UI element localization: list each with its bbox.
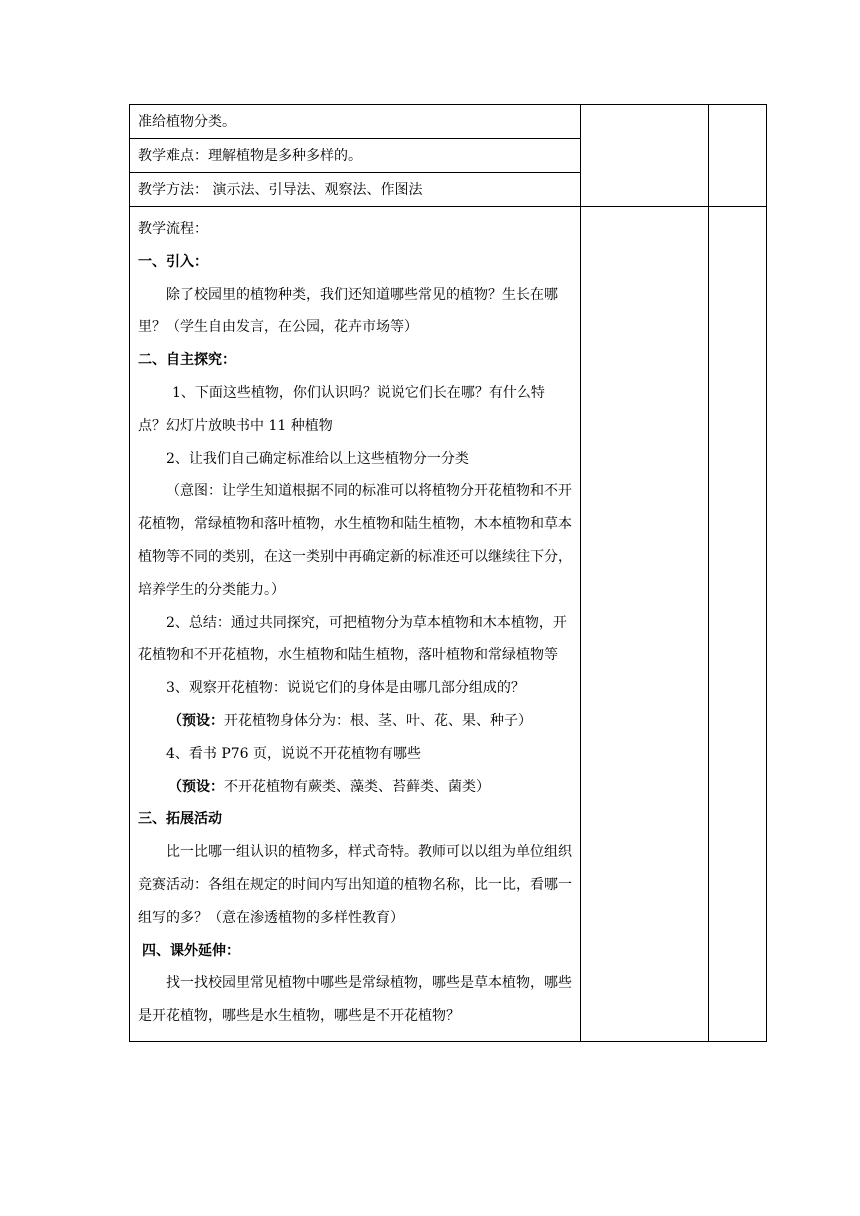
content-cell — [130, 139, 581, 173]
paragraph: 4、看书 P76 页，说说不开花植物有哪些 — [166, 745, 422, 762]
section-heading: 一、引入： — [138, 253, 208, 270]
section-heading: 二、自主探究： — [138, 352, 236, 369]
blank-cell — [581, 207, 709, 1042]
objective-continuation: 准给植物分类。 — [138, 114, 236, 130]
table-row — [130, 207, 767, 1042]
preset-label: （预设： — [168, 712, 224, 729]
paragraph — [138, 771, 572, 804]
teaching-method: 教学方法： 演示法、引导法、观察法、作图法 — [138, 182, 423, 198]
teaching-flow — [130, 207, 580, 1041]
preset-label: （预设： — [168, 778, 224, 795]
table-row — [130, 105, 767, 139]
section-heading: 四、课外延伸： — [142, 942, 240, 959]
preset-text: 开花植物身体分为：根、茎、叶、花、果、种子） — [224, 712, 532, 729]
lesson-plan-table — [129, 104, 767, 1042]
content-cell — [130, 173, 581, 207]
paragraph — [138, 705, 572, 738]
paragraph: （意图：让学生知道根据不同的标准可以将植物分开花植物和不开花植物，常绿植物和落叶植物，水生植物和陆生植物，木本植物和草本植物等不同的类别，在这一类别中再确定新的标准还可以继续往下分，培养学生的分类能力。） — [138, 483, 572, 598]
content-cell — [130, 105, 581, 139]
paragraph: 2、让我们自己确定标准给以上这些植物分一分类 — [166, 450, 469, 467]
content-cell — [130, 207, 581, 1042]
paragraph: 2、总结：通过共同探究，可把植物分为草本植物和木本植物，开花植物和不开花植物，水生植物和陆生植物，落叶植物和常绿植物等 — [138, 614, 567, 664]
section-heading: 三、拓展活动 — [138, 811, 222, 828]
blank-cell — [709, 207, 767, 1042]
blank-cell — [709, 105, 767, 207]
preset-text: 不开花植物有蕨类、藻类、苔藓类、菌类） — [224, 778, 490, 795]
paragraph: 找一找校园里常见植物中哪些是常绿植物，哪些是草本植物，哪些是开花植物，哪些是水生植物，哪些是不开花植物？ — [138, 975, 572, 1025]
blank-cell — [581, 105, 709, 207]
paragraph: 比一比哪一组认识的植物多，样式奇特。教师可以以组为单位组织竞赛活动：各组在规定的时间内写出知道的植物名称，比一比，看哪一组写的多？（意在渗透植物的多样性教育） — [138, 844, 572, 926]
flow-title: 教学流程： — [138, 221, 208, 237]
paragraph: 除了校园里的植物种类，我们还知道哪些常见的植物？生长在哪里？（学生自由发言，在公园，花卉市场等） — [138, 286, 558, 336]
paragraph: 1、下面这些植物，你们认识吗？说说它们长在哪？有什么特点？幻灯片放映书中 11 种植物 — [138, 384, 545, 434]
teaching-difficulty: 教学难点：理解植物是多种多样的。 — [138, 148, 362, 164]
paragraph: 3、观察开花植物：说说它们的身体是由哪几部分组成的？ — [166, 680, 525, 697]
